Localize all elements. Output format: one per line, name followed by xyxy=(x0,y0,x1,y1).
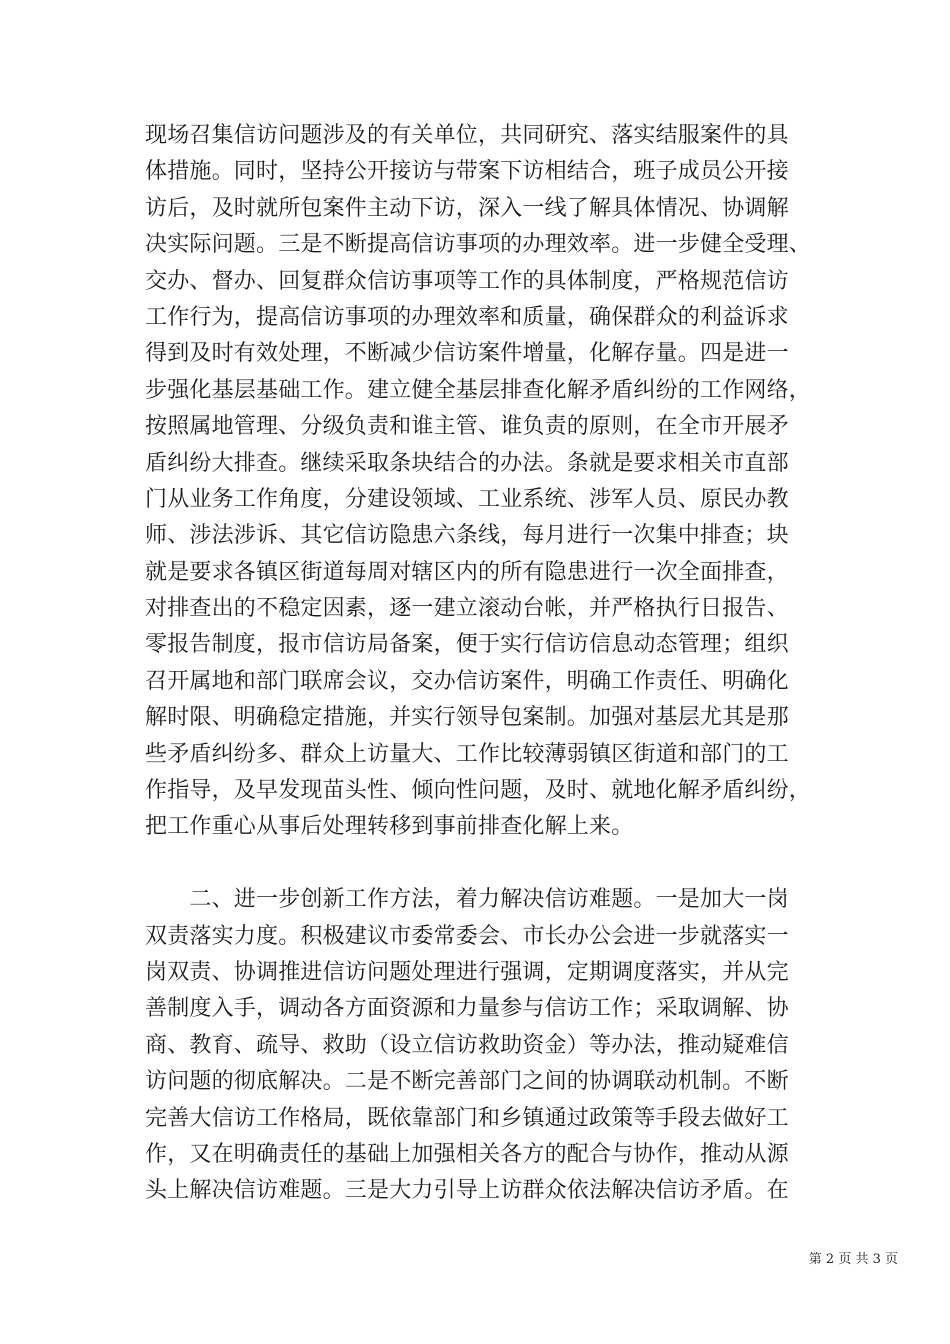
text-line: 双责落实力度。积极建议市委常委会、市长办公会进一步就落实一 xyxy=(145,923,789,949)
paragraph-gap xyxy=(145,846,817,882)
text-line: 体措施。同时，坚持公开接访与带案下访相结合，班子成员公开接 xyxy=(145,159,789,185)
text-line: 访后，及时就所包案件主动下访，深入一线了解具体情况、协调解 xyxy=(145,195,789,221)
text-line: 工作行为，提高信访事项的办理效率和质量，确保群众的利益诉求 xyxy=(145,304,789,330)
text-line: 决实际问题。三是不断提高信访事项的办理效率。进一步健全受理、 xyxy=(145,232,812,258)
text-line: 善制度入手，调动各方面资源和力量参与信访工作；采取调解、协 xyxy=(145,996,789,1022)
text-line: 商、教育、疏导、救助（设立信访救助资金）等办法，推动疑难信 xyxy=(145,1032,789,1058)
text-line: 按照属地管理、分级负责和谁主管、谁负责的原则，在全市开展矛 xyxy=(145,414,789,440)
text-line: 访问题的彻底解决。二是不断完善部门之间的协调联动机制。不断 xyxy=(145,1069,789,1095)
text-line: 把工作重心从事后处理转移到事前排查化解上来。 xyxy=(145,814,634,840)
document-body xyxy=(145,118,817,1210)
page-number-footer: 第 2 页 共 3 页 xyxy=(808,1252,898,1267)
text-line: 盾纠纷大排查。继续采取条块结合的办法。条就是要求相关市直部 xyxy=(145,450,789,476)
text-line: 得到及时有效处理，不断减少信访案件增量，化解存量。四是进一 xyxy=(145,341,789,367)
text-line: 头上解决信访难题。三是大力引导上访群众依法解决信访矛盾。在 xyxy=(145,1178,789,1204)
text-line: 零报告制度，报市信访局备案，便于实行信访信息动态管理；组织 xyxy=(145,632,789,658)
text-line: 交办、督办、回复群众信访事项等工作的具体制度，严格规范信访 xyxy=(145,268,789,294)
text-line: 现场召集信访问题涉及的有关单位，共同研究、落实结服案件的具 xyxy=(145,123,789,148)
text-line: 作，又在明确责任的基础上加强相关各方的配合与协作，推动从源 xyxy=(145,1141,789,1167)
text-line: 门从业务工作角度，分建设领域、工业系统、涉军人员、原民办教 xyxy=(145,486,789,512)
text-line: 完善大信访工作格局，既依靠部门和乡镇通过政策等手段去做好工 xyxy=(145,1105,789,1131)
text-line: 二、进一步创新工作方法，着力解决信访难题。一是加大一岗 xyxy=(145,887,789,913)
text-line: 就是要求各镇区街道每周对辖区内的所有隐患进行一次全面排查， xyxy=(145,559,789,585)
text-line: 师、涉法涉诉、其它信访隐患六条线，每月进行一次集中排查；块 xyxy=(145,523,789,549)
text-line: 解时限、明确稳定措施，并实行领导包案制。加强对基层尤其是那 xyxy=(145,705,789,731)
text-line: 对排查出的不稳定因素，逐一建立滚动台帐，并严格执行日报告、 xyxy=(145,596,789,622)
text-line: 岗双责、协调推进信访问题处理进行强调，定期调度落实，并从完 xyxy=(145,959,789,985)
text-line: 作指导，及早发现苗头性、倾向性问题，及时、就地化解矛盾纠纷， xyxy=(145,778,812,804)
text-line: 步强化基层基础工作。建立健全基层排查化解矛盾纠纷的工作网络， xyxy=(145,377,812,403)
text-line: 召开属地和部门联席会议，交办信访案件，明确工作责任、明确化 xyxy=(145,668,789,694)
text-line: 些矛盾纠纷多、群众上访量大、工作比较薄弱镇区街道和部门的工 xyxy=(145,741,789,767)
